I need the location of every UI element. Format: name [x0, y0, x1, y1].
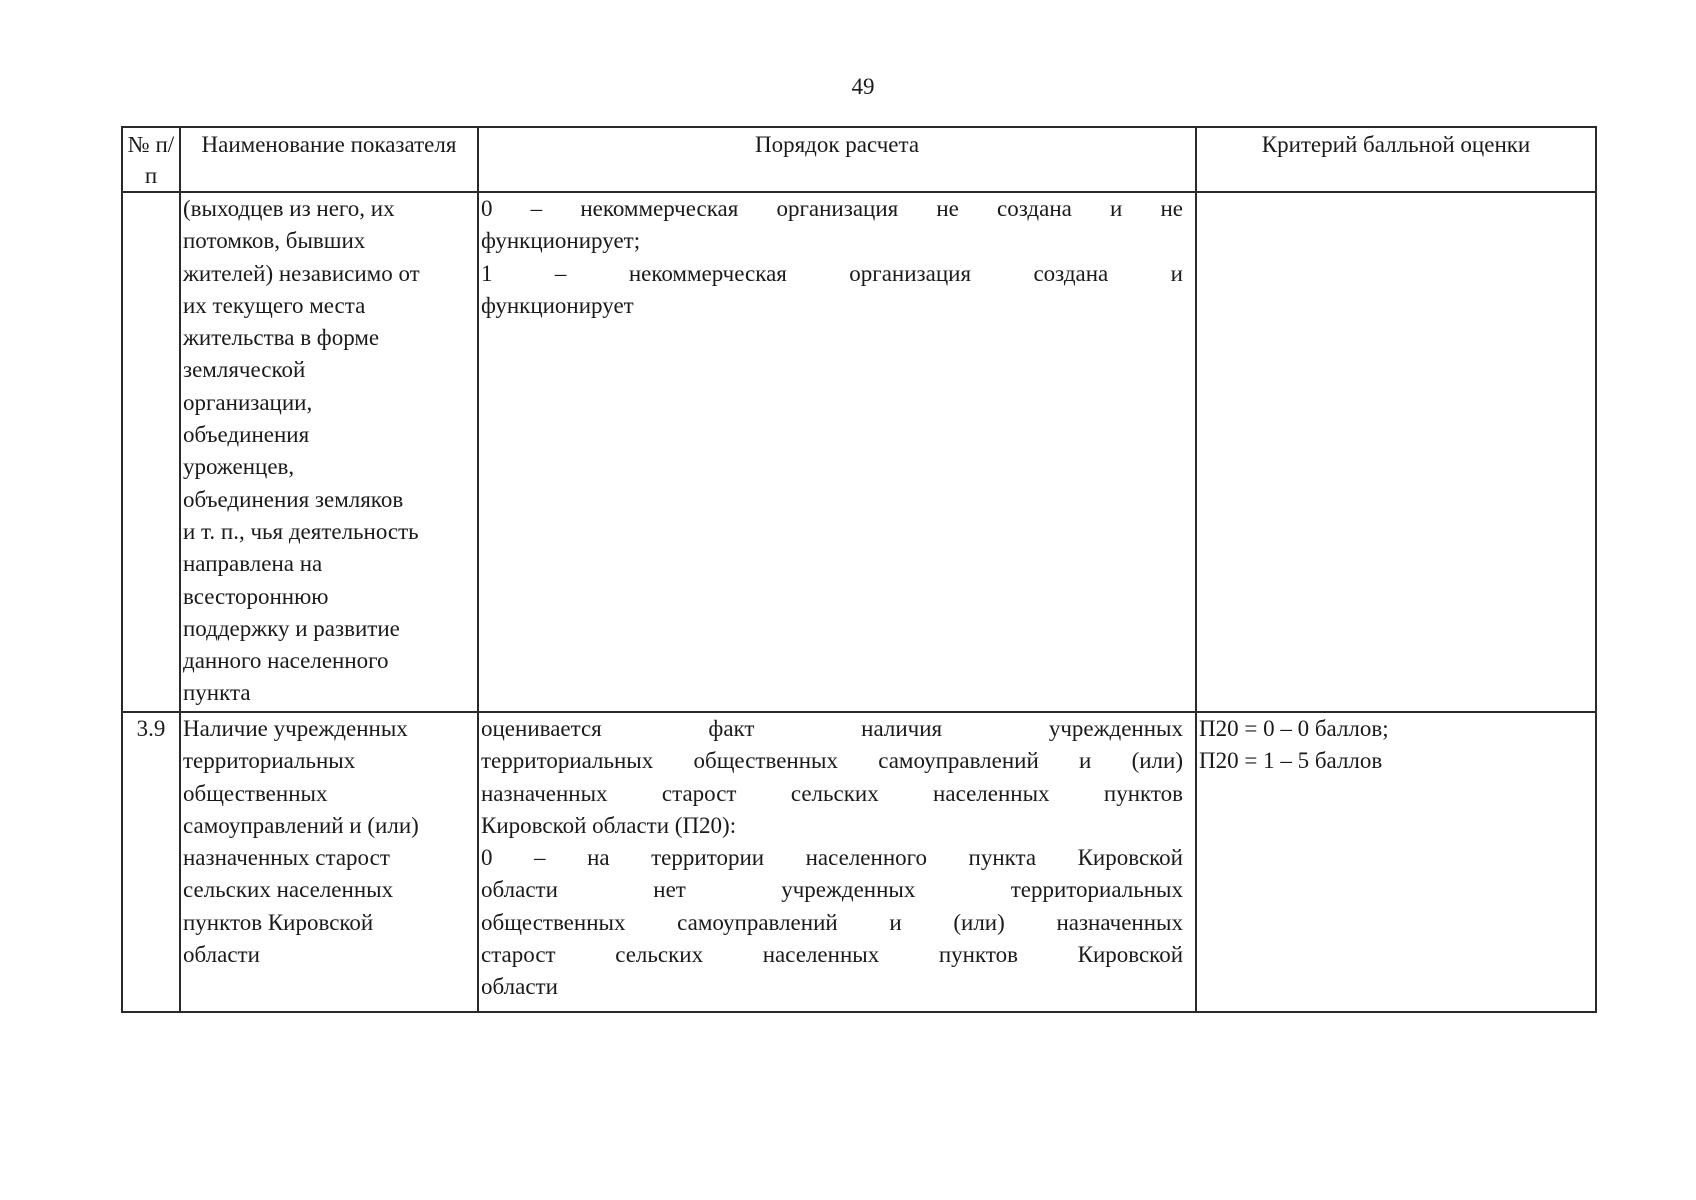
row-number	[122, 192, 180, 712]
header-calc: Порядок расчета	[478, 127, 1196, 192]
calc-line: функционирует;	[481, 228, 641, 254]
score-criteria	[1196, 192, 1596, 712]
criteria-table	[121, 126, 1597, 1013]
indicator-name: (выходцев из него, их потомков, бывших жителей) независимо от их текущего места жительства в форме земляческой организации, объединения уроженцев, объединения земляков и т. п., чья деятельность направлена на всестороннюю поддержку и развитие данного населенного пункта	[180, 192, 478, 712]
header-criteria: Критерий балльной оценки	[1196, 127, 1596, 192]
calc-line: 0 – некоммерческая организация не создана и не	[481, 196, 1183, 221]
page-number: 49	[851, 74, 875, 99]
calc-line: области нет учрежденных территориальных	[481, 877, 1183, 903]
calc-line: оценивается факт наличия учрежденных	[481, 716, 1183, 741]
calc-line: области	[481, 974, 558, 1000]
calc-line: Кировской области (П20):	[481, 812, 737, 838]
table-row	[122, 712, 1596, 1012]
table-header-row	[122, 127, 1596, 192]
calc-line: территориальных общественных самоуправлений и (или)	[481, 748, 1183, 774]
header-name: Наименование показателя	[180, 127, 478, 192]
calc-line: 0 – на территории населенного пункта Кировской	[481, 845, 1183, 871]
header-num: № п/п	[122, 127, 180, 192]
table-row	[122, 192, 1596, 712]
indicator-name: Наличие учрежденных территориальных общественных самоуправлений и (или) назначенных старост сельских населенных пунктов Кировской области	[180, 712, 478, 1012]
calculation-procedure	[478, 192, 1196, 712]
calc-line: 1 – некоммерческая организация создана и	[481, 260, 1183, 286]
calculation-procedure	[478, 712, 1196, 1012]
calc-line: общественных самоуправлений и (или) назначенных	[481, 909, 1183, 935]
calc-line: функционирует	[481, 292, 634, 318]
criteria-line: П20 = 1 – 5 баллов	[1199, 748, 1383, 774]
calc-line: назначенных старост сельских населенных пунктов	[481, 780, 1183, 806]
score-criteria	[1196, 712, 1596, 1012]
calc-line: старост сельских населенных пунктов Кировской	[481, 942, 1183, 968]
row-number: 3.9	[122, 712, 180, 1012]
criteria-line: П20 = 0 – 0 баллов;	[1199, 716, 1389, 741]
